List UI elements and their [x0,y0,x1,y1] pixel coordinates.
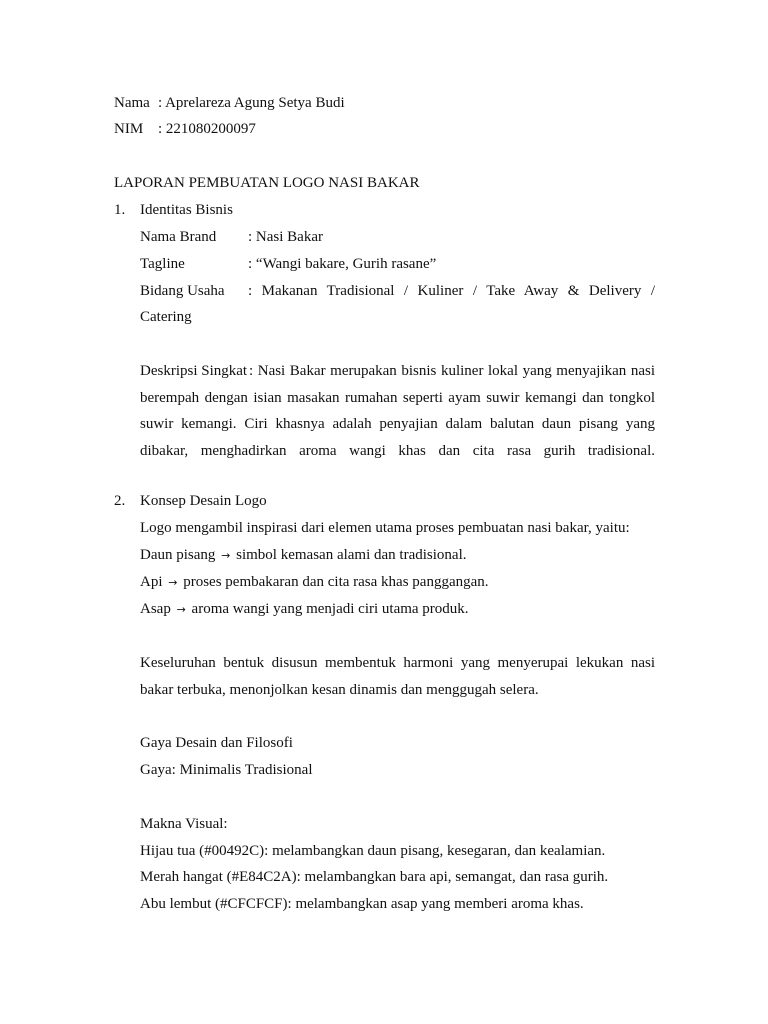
tagline-label: Tagline [140,256,185,272]
makna-item: Hijau tua (#00492C): melambangkan daun pisang, kesegaran, dan kealamian. [140,843,606,859]
element-item [140,573,489,592]
bidang-usaha-label: Bidang Usaha [140,283,225,299]
overall-line-2: bakar terbuka, menonjolkan kesan dinamis dan menggugah selera. [140,682,539,698]
bidang-usaha-value: : Makanan Tradisional / Kuliner / Take Away & Delivery / [248,283,655,299]
section1-heading: Identitas Bisnis [140,202,233,218]
makna-heading: Makna Visual: [140,816,228,832]
nama-value: : Aprelareza Agung Setya Budi [158,95,345,111]
element-item [140,600,469,619]
nama-brand-label: Nama Brand [140,229,217,245]
element-desc: proses pembakaran dan cita rasa khas panggangan. [183,574,489,590]
element-term: Asap [140,601,171,617]
element-term: Daun pisang [140,547,216,563]
element-desc: simbol kemasan alami dan tradisional. [236,547,467,563]
deskripsi-line-3: suwir kemangi. Ciri khasnya adalah penyajian dalam balutan daun pisang yang [140,416,655,432]
bidang-usaha-cont: Catering [140,309,192,325]
overall-line-1: Keseluruhan bentuk disusun membentuk harmoni yang menyerupai lekukan nasi [140,655,655,671]
element-term: Api [140,574,163,590]
nim-value: : 221080200097 [158,121,256,137]
section1-number: 1. [114,202,126,218]
nama-label: Nama [114,95,150,111]
element-desc: aroma wangi yang menjadi ciri utama produk. [191,601,469,617]
right-arrow-icon: → [168,576,178,589]
makna-item: Merah hangat (#E84C2A): melambangkan bara api, semangat, dan rasa gurih. [140,869,609,885]
section2-number: 2. [114,493,126,509]
report-title: LAPORAN PEMBUATAN LOGO NASI BAKAR [114,175,420,191]
nim-label: NIM [114,121,144,137]
deskripsi-line-2: berempah dengan isian masakan rumahan seperti ayam suwir kemangi dan tongkol [140,390,655,406]
makna-item: Abu lembut (#CFCFCF): melambangkan asap yang memberi aroma khas. [140,896,584,912]
right-arrow-icon: → [221,549,231,562]
right-arrow-icon: → [176,603,186,616]
element-item [140,546,467,565]
section2-intro: Logo mengambil inspirasi dari elemen utama proses pembuatan nasi bakar, yaitu: [140,520,630,536]
tagline-value: : “Wangi bakare, Gurih rasane” [248,256,437,272]
deskripsi-line-1: : Nasi Bakar merupakan bisnis kuliner lokal yang menyajikan nasi [249,363,655,379]
deskripsi-line-4: dibakar, menghadirkan aroma wangi khas dan cita rasa gurih tradisional. [140,443,655,459]
gaya-heading: Gaya Desain dan Filosofi [140,735,293,751]
nama-brand-value: : Nasi Bakar [248,229,323,245]
gaya-value: Gaya: Minimalis Tradisional [140,762,313,778]
section2-heading: Konsep Desain Logo [140,493,267,509]
deskripsi-label: Deskripsi Singkat [140,363,248,379]
